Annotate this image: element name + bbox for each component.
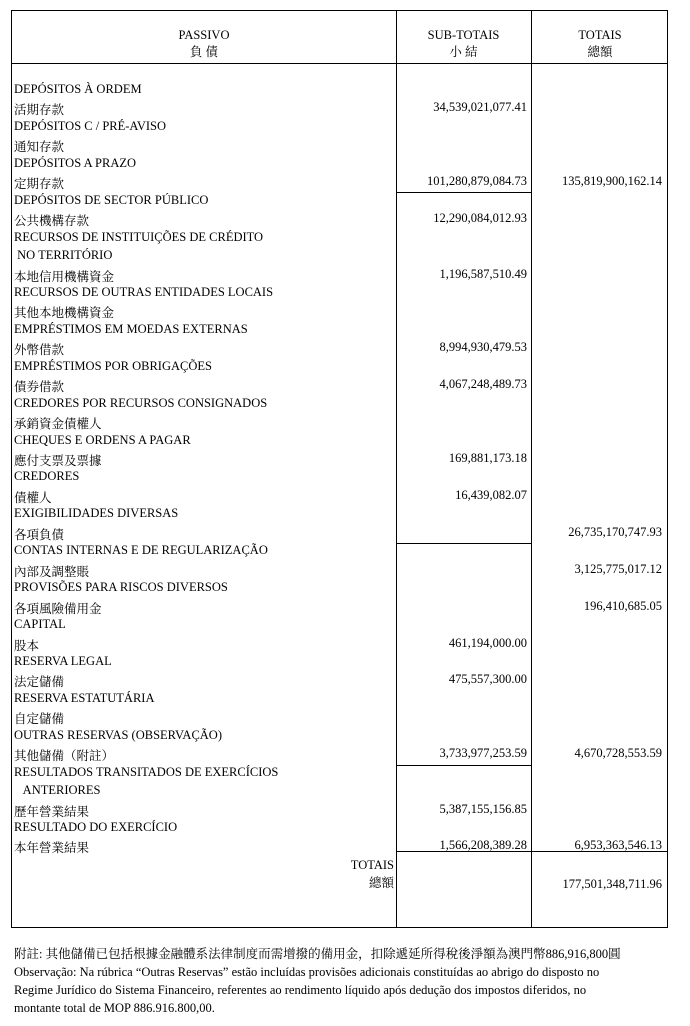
- row-label: 本年營業結果: [14, 841, 90, 856]
- row-label: 自定儲備: [14, 712, 65, 727]
- row-label: 法定儲備: [14, 675, 65, 690]
- row-label: EMPRÉSTIMOS POR OBRIGAÇÕES: [14, 358, 212, 373]
- row-total: 135,819,900,162.14: [562, 174, 662, 189]
- row-subtotal: 169,881,173.18: [448, 451, 527, 465]
- row-subtotal: 1,566,208,389.28: [439, 838, 527, 853]
- row-label: 公共機構存款: [14, 214, 90, 229]
- grand-total-value: 177,501,348,711.96: [562, 877, 662, 891]
- row-label: 債權人: [14, 490, 52, 505]
- row-label: 歷年營業結果: [14, 804, 90, 819]
- row-total: 196,410,685.05: [583, 598, 662, 613]
- row-subtotal: 4,067,248,489.73: [439, 377, 527, 392]
- row-label: CHEQUES E ORDENS A PAGAR: [14, 432, 191, 447]
- row-label: 通知存款: [14, 140, 65, 155]
- row-label: RESULTADOS TRANSITADOS DE EXERCÍCIOS: [14, 764, 279, 779]
- row-subtotal: 16,439,082.07: [455, 487, 527, 502]
- total-line: [396, 851, 667, 852]
- subtotal-line: [396, 543, 531, 544]
- row-subtotal: 5,387,155,156.85: [439, 801, 527, 816]
- row-label: 債券借款: [14, 380, 65, 395]
- grand-total-label: TOTAIS 總額: [350, 858, 394, 890]
- row-label: NO TERRITÓRIO: [14, 248, 113, 263]
- subtotal-line: [396, 192, 531, 193]
- row-label: DEPÓSITOS C / PRÉ-AVISO: [14, 118, 167, 133]
- row-subtotal: 3,733,977,253.59: [439, 746, 527, 761]
- header-passivo: PASSIVO 負 債: [178, 28, 230, 59]
- row-label: OUTRAS RESERVAS (OBSERVAÇÃO): [14, 727, 222, 742]
- footnote-pt-2: Regime Jurídico do Sistema Financeiro, referentes ao rendimento líquido após dedução dos impostos diferidos, no: [14, 983, 587, 997]
- row-label: RECURSOS DE OUTRAS ENTIDADES LOCAIS: [14, 284, 274, 299]
- row-label: 應付支票及票據: [14, 454, 102, 468]
- row-label: ANTERIORES: [14, 783, 101, 798]
- row-label: EMPRÉSTIMOS EM MOEDAS EXTERNAS: [14, 321, 248, 336]
- row-subtotal: 1,196,587,510.49: [439, 266, 527, 281]
- footnote-pt-1: Observação: Na rúbrica “Outras Reservas” estão incluídas provisões adicionais constituídas ao abrigo do disposto no: [14, 965, 600, 979]
- row-label: CREDORES POR RECURSOS CONSIGNADOS: [14, 395, 268, 410]
- row-total: 3,125,775,017.12: [574, 561, 662, 576]
- row-label: RESULTADO DO EXERCÍCIO: [14, 820, 178, 834]
- subtotal-line: [396, 765, 531, 766]
- row-label: 內部及調整賬: [14, 564, 90, 579]
- row-subtotal: 101,280,879,084.73: [427, 174, 527, 189]
- row-label: DEPÓSITOS A PRAZO: [14, 155, 137, 170]
- row-label: 其他儲備（附註）: [14, 749, 115, 764]
- row-label: 各項負債: [14, 527, 65, 542]
- header-totais: TOTAIS 總額: [578, 28, 622, 59]
- row-label: CONTAS INTERNAS E DE REGULARIZAÇÃO: [14, 543, 268, 558]
- footnote: [14, 945, 684, 1017]
- row-total: 6,953,363,546.13: [574, 838, 662, 853]
- row-subtotal: 12,290,084,012.93: [433, 211, 527, 226]
- row-label: 活期存款: [14, 103, 65, 118]
- row-label: RESERVA ESTATUTÁRIA: [14, 690, 155, 705]
- row-subtotal: 475,557,300.00: [448, 672, 527, 687]
- row-label: DEPÓSITOS À ORDEM: [14, 82, 142, 96]
- row-label: 各項風險備用金: [14, 601, 102, 616]
- row-label: RESERVA LEGAL: [14, 653, 112, 668]
- row-label: RECURSOS DE INSTITUIÇÕES DE CRÉDITO: [14, 229, 264, 244]
- column-divider: [396, 11, 397, 927]
- footnote-zh: 附註: 其他儲備已包括根據金融體系法律制度而需增撥的備用金，扣除遞延所得稅後淨額為澳門幣886,916,800圓: [14, 947, 621, 961]
- row-total: 4,670,728,553.59: [574, 746, 662, 761]
- row-label: 外幣借款: [14, 343, 65, 358]
- footnote-pt-3: montante total de MOP 886.916.800,00.: [14, 1001, 215, 1015]
- header-subtotais: SUB-TOTAIS 小 結: [427, 28, 500, 59]
- row-label: 承銷資金債權人: [14, 417, 102, 432]
- row-label: 本地信用機構資金: [14, 269, 115, 284]
- row-total: 26,735,170,747.93: [568, 524, 662, 539]
- row-subtotal: 8,994,930,479.53: [439, 340, 527, 355]
- row-subtotal: 34,539,021,077.41: [433, 100, 527, 115]
- header-divider: [12, 63, 667, 64]
- row-label: DEPÓSITOS DE SECTOR PÚBLICO: [14, 192, 209, 207]
- row-subtotal: 461,194,000.00: [448, 635, 527, 650]
- row-label: 股本: [14, 638, 40, 653]
- row-label: PROVISÕES PARA RISCOS DIVERSOS: [14, 580, 228, 595]
- column-divider: [531, 11, 532, 927]
- row-label: EXIGIBILIDADES DIVERSAS: [14, 506, 179, 521]
- row-label: CAPITAL: [14, 617, 66, 632]
- row-label: 定期存款: [14, 177, 65, 192]
- balance-sheet-table: [11, 10, 668, 928]
- row-label: CREDORES: [14, 469, 80, 484]
- row-label: 其他本地機構資金: [14, 306, 115, 321]
